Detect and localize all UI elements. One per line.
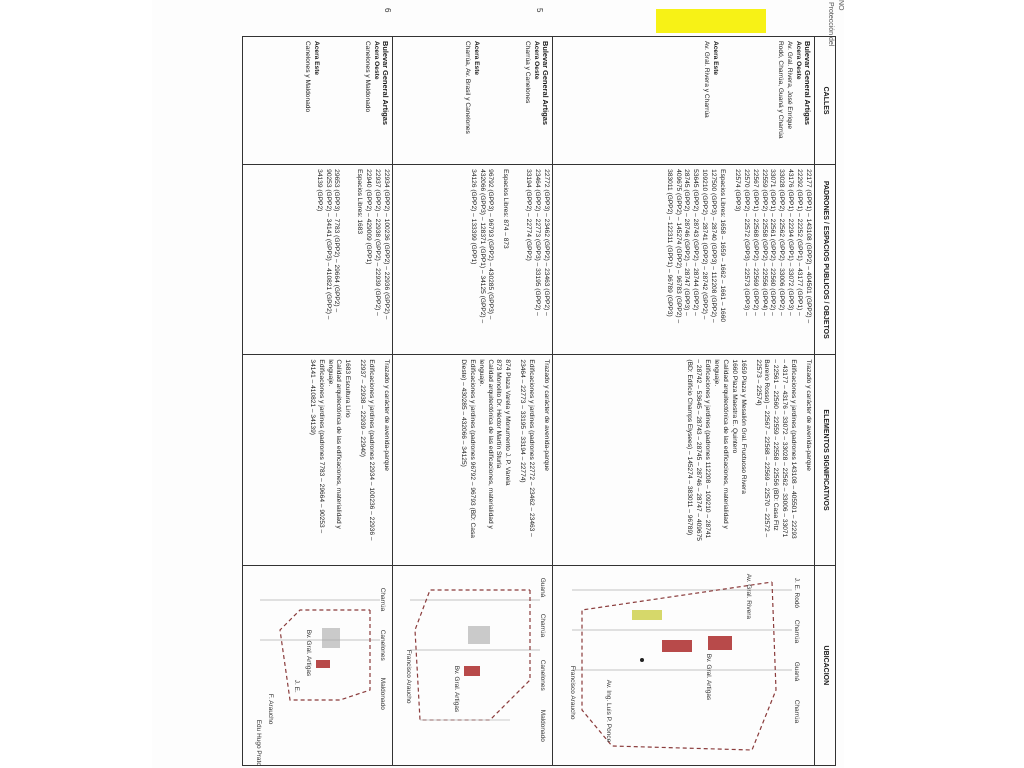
padron-line: 23464 (GPP2) – 22773 (GPP3) – 33195 (GPP2) –: [534, 169, 542, 316]
acera-este-heading: Acera Este: [712, 41, 720, 76]
acera-oeste-heading: Acera Oeste: [533, 41, 541, 80]
ubicacion-cell: [553, 565, 815, 765]
elementos-cell: [243, 355, 393, 565]
elementos-line: 23464 – 22773 – 33195 – 33194 – 22774): [519, 359, 527, 483]
este-street-line: Canelones y Maldonado: [304, 41, 312, 113]
acera-este-heading: Acera Este: [473, 41, 481, 76]
oeste-street-line: Canelones y Maldonado: [364, 41, 372, 113]
elementos-line: 1660 Plaza Maestra E. Quintero: [730, 359, 738, 454]
elementos-line: Trazado y carácter de avenida-parque: [383, 359, 390, 471]
padron-line: 29653 (GPP3) – 7783 (GPP2) – 29664 (GPP2) –: [333, 169, 341, 313]
acera-oeste-heading: Acera Oeste: [373, 41, 381, 80]
corner-label: NO: [837, 0, 844, 11]
padron-line: 432066 (GPP3) – 128371 (GPP1) – 34125 (GPP2) –: [478, 169, 486, 324]
oeste-street-line: Av. Gral. Rivera, José Enrique: [786, 41, 794, 130]
table-row: [393, 37, 553, 766]
elementos-line: Trazado y carácter de avenida-parque: [805, 359, 812, 471]
elementos-cell: [553, 355, 815, 565]
header-elementos: ELEMENTOS SIGNIFICATIVOS: [815, 355, 836, 565]
elementos-line: 1683 Escultura Lirio: [344, 359, 352, 418]
table-row: [553, 37, 815, 766]
highlight-marker: [656, 9, 766, 33]
padron-line: 34139 (GPP2): [315, 169, 323, 212]
map-label: Charrúa: [539, 613, 546, 638]
elementos-line: Edificaciones y jardines (padrones 143108 – 405501 – 22293: [790, 359, 798, 539]
elementos-line: – 22561 – 22560 – 22559 – 22558 – 22556 (BD: Casa Fitz: [772, 359, 780, 531]
padron-line: 90253 (GPP2) – 34141 (GPP3) – 410821 (GPP2) –: [324, 169, 332, 320]
map-label: Charrúa: [793, 699, 800, 724]
map-label: Canelones: [379, 629, 386, 661]
elementos-line: Calidad arquitectónica de las edificaciones, materialidad y: [335, 359, 343, 529]
header-ubicacion: UBICACION: [815, 565, 836, 765]
padron-line: 409675 (GPP2) – 145274 (GPP2) – 96783 (GPP2) –: [674, 169, 682, 324]
elementos-line: 34141 – 410821 – 34139): [308, 359, 316, 435]
elementos-line: Dieste) – 430285 – 432066 – 34125): [459, 359, 467, 467]
ubicacion-cell: [393, 565, 553, 765]
margin-label: Protección del: [827, 2, 834, 47]
padrones-cell: [243, 165, 393, 355]
padron-line: 109210 (GPP2) – 28741 (GPP2) – 28742 (GPP2) –: [701, 169, 709, 320]
map-label: Bv. Gral. Artigas: [305, 629, 312, 677]
table-header-row: [815, 37, 836, 766]
padron-line: 22940 (GPP2) – 429009 (GPP1): [365, 169, 373, 265]
location-map: [250, 570, 390, 766]
elementos-line: Edificaciones y jardines (padrones 96792 – 96793 (BD: Casa: [468, 359, 476, 538]
elementos-line: 873 Monolito Dr. Héctor Martín Sturla: [495, 359, 503, 469]
map-drawing: [562, 570, 812, 762]
elementos-line: 874 Plaza Varela y Monumento J. P. Varela: [504, 359, 512, 486]
padron-line: 22567 (GPP1) – 22568 (GPP2) – 22569 (GPP2) –: [751, 169, 759, 316]
heritage-table: [242, 36, 836, 766]
elementos-line: 22937 – 22938 – 22939 – 22940): [359, 359, 367, 457]
padron-line: 53645 (GPP2) – 28743 (GPP2) – 28744 (GPP2) –: [692, 169, 700, 316]
elementos-line: lenguaje.: [477, 359, 485, 387]
location-map: [400, 570, 550, 760]
padron-line: 33028 (GPP2) – 22562 (GPP2) – 33006 (GPP2) –: [778, 169, 786, 316]
calles-cell: [393, 37, 553, 165]
street-name: Bulevar General Artigas: [803, 41, 812, 125]
map-label: J. E. Rodó: [793, 577, 800, 609]
header-calles: CALLES: [815, 37, 836, 165]
scanned-page: [152, 0, 844, 768]
padron-line: 22934 (GPP2) – 100236 (GPP2) – 22936 (GPP2) –: [383, 169, 390, 320]
map-label: Av. Ing. Luis P. Ponce: [605, 679, 612, 743]
map-label: F. Araucho: [267, 693, 274, 725]
padron-line: 22574 (GPP3): [733, 169, 741, 212]
padron-line: 96792 (GPP3) – 96793 (GPP2) – 430285 (GPP3) –: [487, 169, 495, 320]
padron-line: 22937 (GPP2) – 22938 (GPP2) – 22939 (GPP2) –: [374, 169, 382, 316]
map-label: Av. Gral. Rivera: [745, 573, 752, 619]
padron-line: 43176 (GPP1) – 22294 (GPP1) – 33072 (GPP3) –: [787, 169, 795, 316]
elementos-line: Edificaciones y jardines (padrones 7783 – 29664 – 90253 –: [317, 359, 325, 534]
ubicacion-cell: [243, 565, 393, 765]
padron-line: 22772 (GPP3) – 23462 (GPP2) – 23463 (GPP2) –: [543, 169, 550, 316]
padron-line: 127500 (GPP3) – 28740 (GPP3) – 112208 (GPP2) –: [710, 169, 718, 323]
row-number: 5: [535, 8, 544, 13]
table-row: [243, 37, 393, 766]
map-label: Francisco Araucho: [569, 665, 576, 720]
padron-line: Espacios Libres: 1658 – 1659 – 1662 – 1661 – 1660: [718, 169, 726, 323]
map-label: Bv. Gral. Artigas: [453, 665, 460, 713]
map-label: Charrúa: [793, 619, 800, 644]
street-name: Bulevar General Artigas: [381, 41, 390, 125]
map-label: Edu Hugo Prato: [255, 719, 262, 766]
map-drawing: [400, 570, 550, 762]
este-street-line: Charrúa, Av. Brasil y Canelones: [464, 41, 472, 134]
calles-cell: [553, 37, 815, 165]
map-drawing: [250, 570, 390, 762]
elementos-line: Trazado y carácter de avenida-parque: [543, 359, 550, 471]
padron-line: Espacios Libres: 1683: [356, 169, 364, 235]
elementos-line: – 43177 – 43176 – 33072 – 33028 – 22562 – 33006 – 33071: [781, 359, 789, 538]
street-name: Bulevar General Artigas: [541, 41, 550, 125]
elementos-line: lenguaje.: [712, 359, 720, 387]
elementos-line: Edificaciones y jardines (padrones 22934 – 100236 – 22936 –: [368, 359, 376, 541]
elementos-line: 1659 Plaza y Mesalión Gral. Fructuoso Rivera: [739, 359, 747, 494]
padrones-cell: [553, 165, 815, 355]
padron-line: 33194 (GPP2) – 22774 (GPP2): [525, 169, 533, 261]
location-map: [562, 570, 812, 760]
map-label: Guaná: [793, 661, 800, 682]
acera-este-heading: Acera Este: [313, 41, 321, 76]
oeste-street-line: Rodó, Charrúa, Guaná y Charrúa: [777, 41, 785, 139]
padron-line: 22292 (GPP1) – 22252 (GPP1) – 43177 (GPP1) –: [796, 169, 804, 316]
map-label: Maldonado: [379, 677, 386, 710]
elementos-line: Edificaciones y jardines (padrones 112208 – 109210 – 28741: [704, 359, 712, 539]
este-street-line: Av. Gral. Rivera y Charrúa: [703, 41, 711, 118]
elementos-line: 22573 – 22574): [754, 359, 762, 406]
elementos-line: Edificaciones y jardines (padrones 22772 – 23462 – 23463 –: [528, 359, 536, 537]
elementos-line: Bareiro Rosso) – 22567 – 22568 – 22569 – 22570 – 22572 –: [763, 359, 771, 538]
map-label: Maldonado: [539, 709, 546, 742]
padron-line: 28745 (GPP2) – 28746 (GPP2) – 28747 (GPP3) –: [683, 169, 691, 316]
padrones-cell: [393, 165, 553, 355]
header-padrones: PADRONES / ESPACIOS PUBLICOS / OBJETOS: [815, 165, 836, 355]
elementos-line: Calidad arquitectónica de las edificaciones, materialidad y: [486, 359, 494, 529]
elementos-line: – 28742 – 53645 – 28743 – 28745 – 28746 – 28747 – 409675: [695, 359, 703, 541]
calles-cell: [243, 37, 393, 165]
padron-line: 22177 (GPP1) – 143108 (GPP2) – 404501 (GPP2) –: [805, 169, 812, 324]
map-label: Charrúa: [379, 587, 386, 612]
padron-line: Espacios Libres: 874 – 873: [502, 169, 510, 249]
elementos-line: Calidad arquitectónica de las edificaciones, materialidad y: [721, 359, 729, 529]
elementos-cell: [393, 355, 553, 565]
padron-line: 34126 (GPP2) – 133399 (GPP1): [469, 169, 477, 265]
elementos-line: (BD: Edificio Champs Elysees) – 145274 – 383011 – 96789): [686, 359, 694, 536]
elementos-line: lenguaje.: [326, 359, 334, 387]
row-number: 6: [383, 8, 392, 13]
padron-line: 22559 (GPP2) – 22558 (GPP2) – 22556 (GPP4) –: [760, 169, 768, 316]
oeste-street-line: Charrúa y Canelones: [524, 41, 532, 104]
padron-line: 33071 (GPP1) – 22561 (GPP2) – 22560 (GPP2) –: [769, 169, 777, 316]
map-label: Francisco Araucho: [405, 649, 412, 704]
map-label: Bv. Gral. Artigas: [705, 653, 712, 701]
map-label: J. E.: [293, 679, 300, 693]
map-label: Guaná: [539, 577, 546, 598]
padron-line: 383011 (GPP2) – 122311 (GPP1) – 96789 (GPP3): [665, 169, 673, 317]
acera-oeste-heading: Acera Oeste: [795, 41, 803, 80]
padron-line: 22570 (GPP2) – 22572 (GPP3) – 22573 (GPP3) –: [742, 169, 750, 316]
map-label: Canelones: [539, 659, 546, 691]
